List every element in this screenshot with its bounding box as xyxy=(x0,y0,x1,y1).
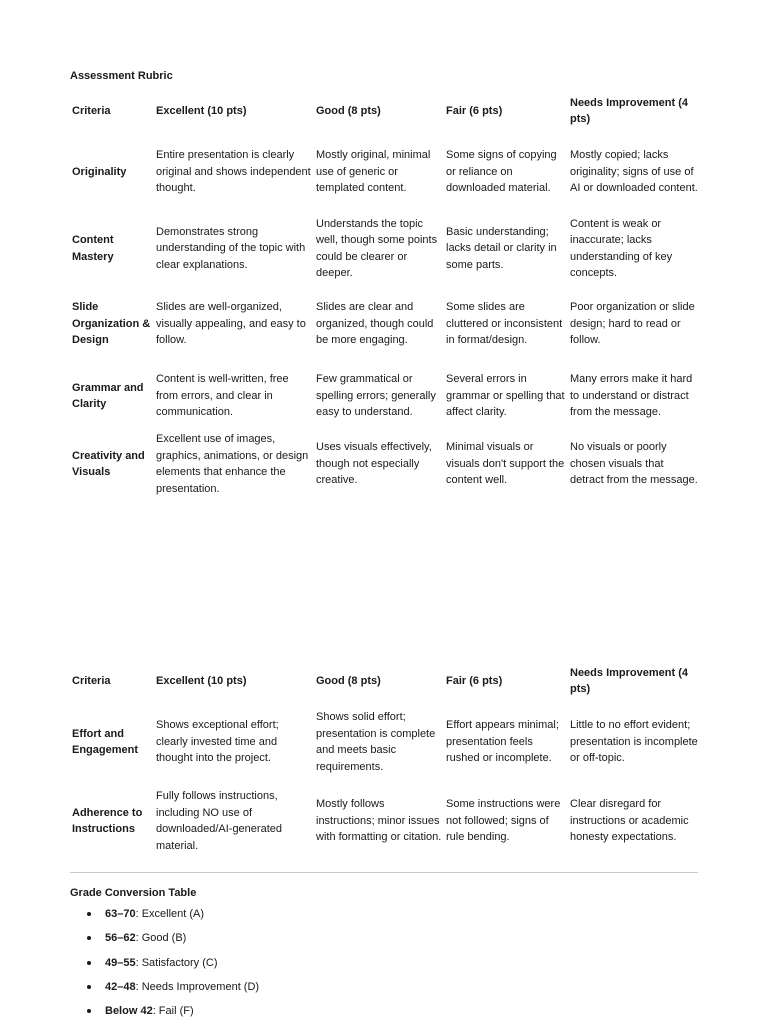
needs-improvement-cell: Little to no effort evident; presentation is incomplete or off-topic. xyxy=(570,719,698,765)
criteria-cell: Originality xyxy=(72,165,127,178)
excellent-cell: Slides are well-organized, visually appealing, and easy to follow. xyxy=(156,301,306,347)
criteria-cell: Creativity and Visuals xyxy=(72,449,145,478)
grade-range: 63–70 xyxy=(105,908,136,920)
good-cell: Mostly original, minimal use of generic or templated content. xyxy=(316,149,431,195)
table-row xyxy=(70,426,700,502)
excellent-cell: Fully follows instructions, including NO use of downloaded/AI-generated material. xyxy=(156,790,282,852)
grade-label: : Satisfactory (C) xyxy=(135,956,218,969)
grade-range: 49–55 xyxy=(105,956,136,969)
criteria-cell: Effort and Engagement xyxy=(72,727,139,756)
header-fair: Fair (6 pts) xyxy=(446,674,503,687)
header-good: Good (8 pts) xyxy=(316,674,381,687)
header-criteria: Criteria xyxy=(72,674,111,687)
fair-cell: Basic understanding; lacks detail or clarity in some parts. xyxy=(446,225,557,271)
rubric-table-2 xyxy=(70,663,700,857)
header-needs-improvement: Needs Improvement (4 pts) xyxy=(570,666,688,695)
grade-range: 56–62 xyxy=(105,932,136,945)
excellent-cell: Content is well-written, free from errors, and clear in communication. xyxy=(156,373,289,419)
table-row xyxy=(70,282,700,366)
bullet-icon xyxy=(87,936,91,940)
list-item xyxy=(70,930,259,954)
excellent-cell: Excellent use of images, graphics, animations, or design elements that enhance the presentation. xyxy=(156,433,309,495)
excellent-cell: Demonstrates strong understanding of the topic with clear explanations. xyxy=(156,225,306,271)
good-cell: Shows solid effort; presentation is complete and meets basic requirements. xyxy=(316,711,436,773)
grade-range: 42–48 xyxy=(105,980,136,993)
excellent-cell: Shows exceptional effort; clearly invested time and thought into the project. xyxy=(156,719,279,765)
list-item xyxy=(70,906,259,930)
needs-improvement-cell: Mostly copied; lacks originality; signs of use of AI or downloaded content. xyxy=(570,149,698,195)
good-cell: Slides are clear and organized, though could be more engaging. xyxy=(316,301,434,347)
table-row xyxy=(70,215,700,282)
list-item xyxy=(70,979,259,1003)
list-item xyxy=(70,955,259,979)
needs-improvement-cell: Poor organization or slide design; hard to read or follow. xyxy=(570,301,695,347)
bullet-icon xyxy=(87,985,91,989)
fair-cell: Effort appears minimal; presentation feels rushed or incomplete. xyxy=(446,719,559,765)
header-excellent: Excellent (10 pts) xyxy=(156,104,247,117)
table-row xyxy=(70,366,700,426)
rubric-table-1 xyxy=(70,93,700,502)
good-cell: Mostly follows instructions; minor issues with formatting or citation. xyxy=(316,798,442,844)
grade-range: Below 42 xyxy=(105,1005,153,1018)
needs-improvement-cell: Many errors make it hard to understand or distract from the message. xyxy=(570,373,693,419)
rubric-title: Assessment Rubric xyxy=(70,70,173,82)
header-good: Good (8 pts) xyxy=(316,104,381,117)
criteria-cell: Slide Organization & Design xyxy=(72,301,151,347)
header-excellent: Excellent (10 pts) xyxy=(156,674,247,687)
fair-cell: Several errors in grammar or spelling that affect clarity. xyxy=(446,373,565,419)
good-cell: Few grammatical or spelling errors; generally easy to understand. xyxy=(316,373,436,419)
fair-cell: Some instructions were not followed; signs of rule bending. xyxy=(446,798,561,844)
grade-conversion-title: Grade Conversion Table xyxy=(70,887,197,899)
grade-label: : Good (B) xyxy=(135,932,187,945)
good-cell: Uses visuals effectively, though not especially creative. xyxy=(316,441,432,487)
fair-cell: Minimal visuals or visuals don't support the content well. xyxy=(446,441,565,487)
grade-label: : Fail (F) xyxy=(152,1005,194,1018)
header-criteria: Criteria xyxy=(72,104,111,117)
horizontal-divider xyxy=(70,872,698,873)
criteria-cell: Grammar and Clarity xyxy=(72,381,144,410)
good-cell: Understands the topic well, though some points could be clearer or deeper. xyxy=(316,217,438,279)
criteria-cell: Adherence to Instructions xyxy=(72,806,143,835)
bullet-icon xyxy=(87,912,91,916)
grade-label: : Excellent (A) xyxy=(135,908,205,920)
table-row xyxy=(70,785,700,857)
table-row xyxy=(70,699,700,785)
header-needs-improvement: Needs Improvement (4 pts) xyxy=(570,96,688,125)
needs-improvement-cell: Content is weak or inaccurate; lacks understanding of key concepts. xyxy=(570,217,673,279)
table-header-row xyxy=(70,663,700,699)
list-item xyxy=(70,1003,259,1027)
needs-improvement-cell: No visuals or poorly chosen visuals that detract from the message. xyxy=(570,441,698,487)
excellent-cell: Entire presentation is clearly original and shows independent thought. xyxy=(156,149,311,195)
table-row xyxy=(70,129,700,215)
criteria-cell: Content Mastery xyxy=(72,234,114,263)
grade-label: : Needs Improvement (D) xyxy=(135,980,260,993)
header-fair: Fair (6 pts) xyxy=(446,104,503,117)
bullet-icon xyxy=(87,961,91,965)
needs-improvement-cell: Clear disregard for instructions or academic honesty expectations. xyxy=(570,798,689,844)
table-header-row xyxy=(70,93,700,129)
grade-conversion-list xyxy=(70,906,259,1027)
bullet-icon xyxy=(87,1009,91,1013)
fair-cell: Some signs of copying or reliance on downloaded material. xyxy=(446,149,557,195)
fair-cell: Some slides are cluttered or inconsistent in format/design. xyxy=(446,301,563,347)
